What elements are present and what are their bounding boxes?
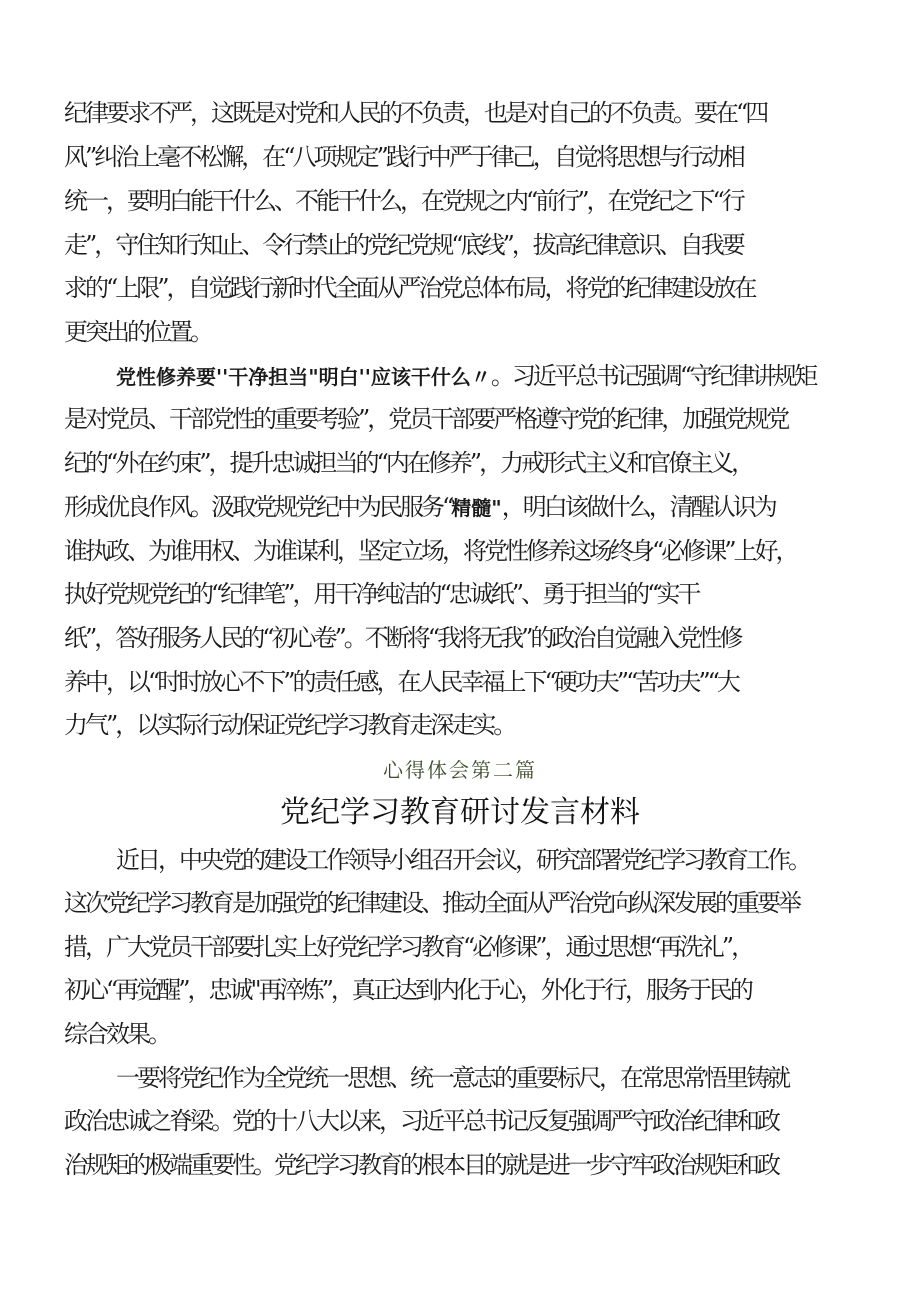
paragraph-3-line-5: 综合效果。 [64, 1020, 169, 1048]
paragraph-2-line-1 [0, 356, 920, 396]
paragraph-3-line-1: 近日，中央党的建设工作领导小组召开会议，研究部署党纪学习教育工作。 [116, 846, 809, 874]
paragraph-3-line-2: 这次党纪学习教育是加强党的纪律建设、推动全面从严治党向纵深发展的重要举 [64, 889, 799, 917]
paragraph-1-line-2: 风”纠治上毫不松懈，在“八项规定”践行中严于律己，自觉将思想与行动相 [64, 143, 743, 171]
paragraph-1-line-1: 纪律要求不严，这既是对党和人民的不负责，也是对自己的不负责。要在“四 [64, 99, 767, 127]
paragraph-2-bold-lead: 党性修养要''干净担当"明白''应该干什么〃 [116, 365, 491, 389]
section-subheading: 心得体会第二篇 [383, 758, 537, 782]
paragraph-2-line-6: 执好党规党纪的“纪律笔”，用干净纯洁的“忠诚纸”、勇于担当的“实干 [64, 580, 699, 608]
paragraph-1-line-6: 更突出的位置。 [64, 318, 211, 346]
paragraph-2-line-1-rest: 。习近平总书记强调“守纪律讲规矩 [490, 362, 816, 390]
paragraph-2-line-7: 纸”，答好服务人民的“初心卷”。不断将“我将无我”的政治自觉融入党性修 [64, 624, 741, 652]
paragraph-3-line-4: 初心“再觉醒”，忠诚"再淬炼”，真正达到内化于心，外化于行，服务于民的 [64, 976, 751, 1004]
paragraph-2-line-9: 力气”，以实际行动保证党纪学习教育走深走实。 [64, 711, 515, 739]
paragraph-2-line-4-start: 形成优良作风。汲取党规党纪中为民服务“ [64, 493, 452, 521]
paragraph-1-line-4: 走”，守住知行知止、令行禁止的党纪党规“底线”，拔高纪律意识、自我要 [64, 231, 743, 259]
page-title: 党纪学习教育研讨发言材料 [280, 795, 640, 830]
paragraph-4-line-1: 一要将党纪作为全党统一思想、统一意志的重要标尺，在常思常悟里铸就 [116, 1064, 788, 1092]
paragraph-2-line-4-rest: ，明白该做什么，清醒认识为 [501, 493, 775, 521]
paragraph-4-line-2: 政治忠诚之脊梁。党的十八大以来，习近平总书记反复强调严守政治纪律和政 [64, 1107, 778, 1135]
paragraph-2-line-5: 谁执政、为谁用权、为谁谋利，坚定立场，将党性修养这场终身“必修课”上好， [64, 537, 797, 565]
paragraph-2-bold-inline: 精髓" [451, 496, 502, 520]
paragraph-4-line-3: 治规矩的极端重要性。党纪学习教育的根本目的就是进一步守牢政治规矩和政 [64, 1151, 778, 1179]
paragraph-2-line-4 [0, 487, 920, 527]
paragraph-1-line-5: 求的“上限”，自觉践行新时代全面从严治党总体布局，将党的纪律建设放在 [64, 274, 755, 302]
paragraph-2-line-8: 养中，以“时时放心不下”的责任感，在人民幸福上下“硬功夫”“苦功夫”“大 [64, 668, 738, 696]
paragraph-2-line-2: 是对党员、干部党性的重要考验”，党员干部要严格遵守党的纪律，加强党规党 [64, 405, 788, 433]
paragraph-1-line-3: 统一，要明白能干什么、不能干什么，在党规之内“前行”，在党纪之下“行 [64, 187, 743, 215]
paragraph-3-line-3: 措，广大党员干部要扎实上好党纪学习教育“必修课”，通过思想“再洗礼”， [64, 933, 753, 961]
paragraph-2-line-3: 纪的“外在约束”，提升忠诚担当的“内在修养”，力戒形式主义和官僚主义， [64, 449, 753, 477]
